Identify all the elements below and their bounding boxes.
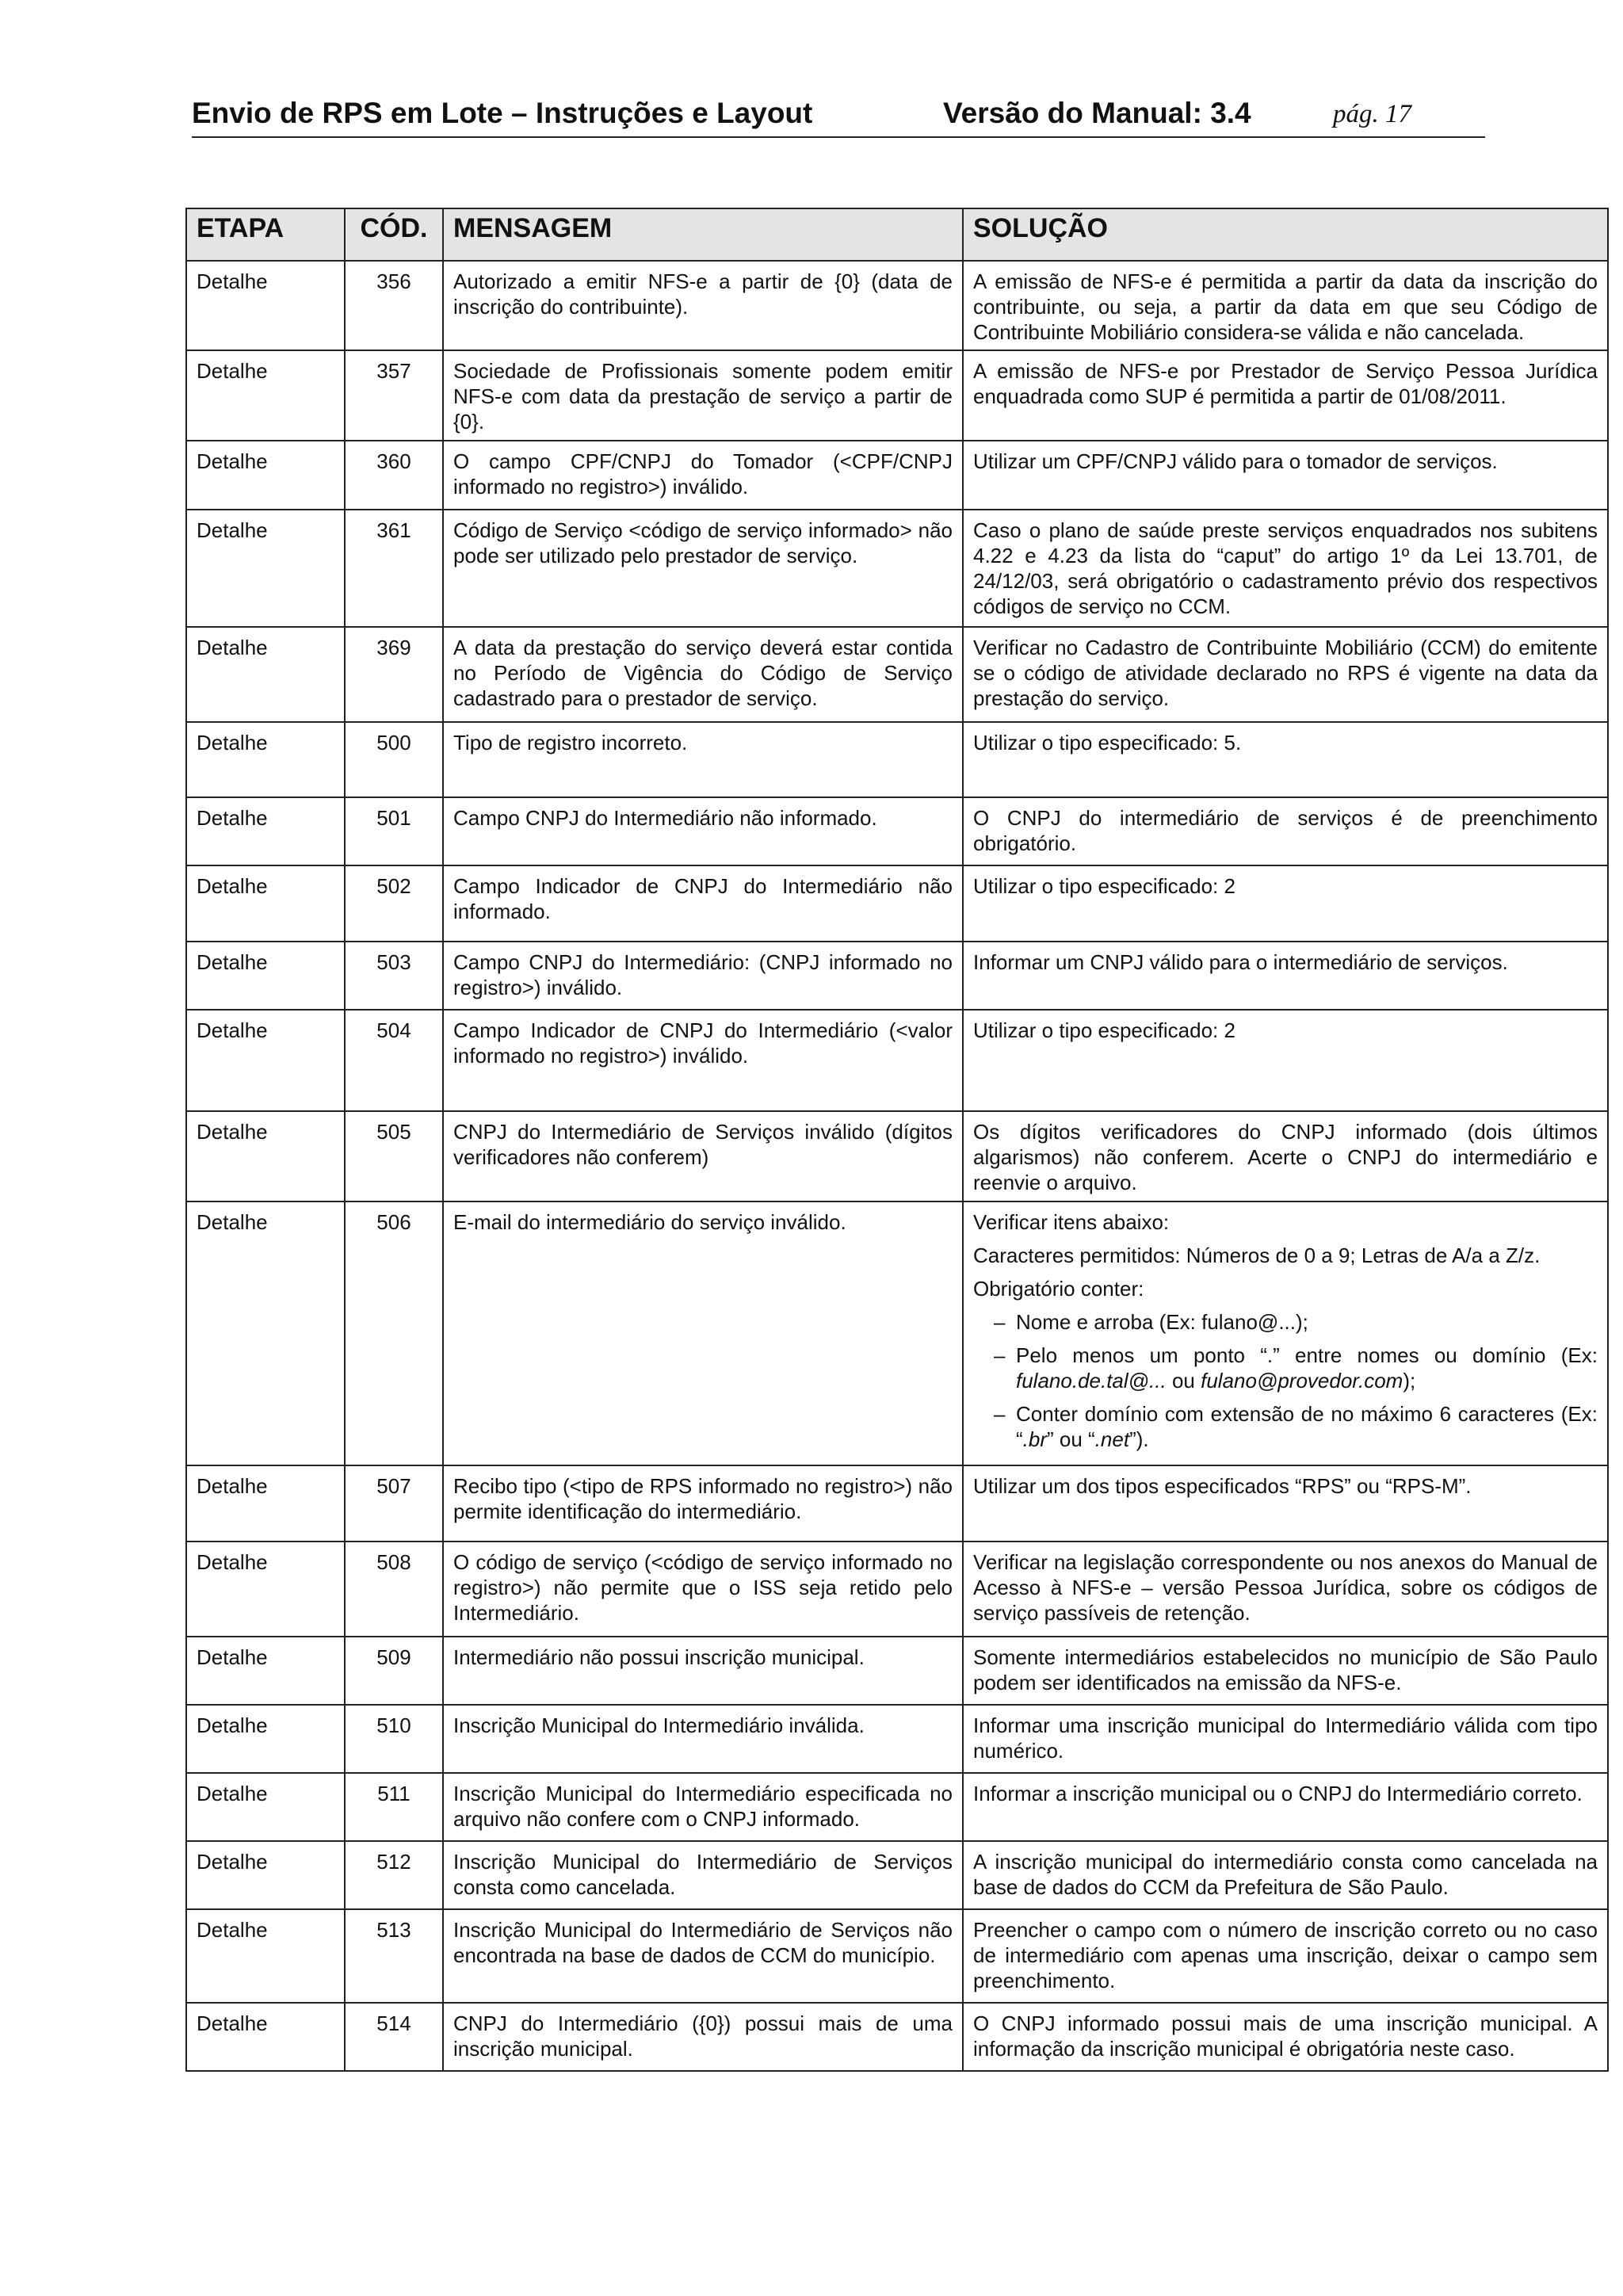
etapa-cell: Detalhe	[186, 865, 345, 942]
etapa-cell: Detalhe	[186, 1541, 345, 1637]
mensagem-cell: E-mail do intermediário do serviço inválido.	[443, 1201, 963, 1465]
solucao-cell: Utilizar o tipo especificado: 2	[963, 1010, 1608, 1111]
etapa-cell: Detalhe	[186, 441, 345, 510]
cod-cell: 357	[345, 350, 443, 441]
table-header-row	[186, 208, 1608, 261]
cod-cell: 513	[345, 1909, 443, 2003]
cod-cell: 507	[345, 1465, 443, 1541]
mensagem-cell: Código de Serviço <código de serviço informado> não pode ser utilizado pelo prestador de serviço.	[443, 510, 963, 627]
cod-cell: 514	[345, 2003, 443, 2071]
messages-table	[185, 208, 1609, 2072]
solucao-cell: Os dígitos verificadores do CNPJ informado (dois últimos algarismos) não conferem. Acerte o CNPJ do intermediário e reenvie o arquivo.	[963, 1111, 1608, 1201]
etapa-cell: Detalhe	[186, 1841, 345, 1909]
page-header	[192, 95, 1485, 138]
column-header-cod: CÓD.	[345, 208, 443, 261]
mensagem-cell: Tipo de registro incorreto.	[443, 722, 963, 797]
column-header-solucao: SOLUÇÃO	[963, 208, 1608, 261]
etapa-cell: Detalhe	[186, 2003, 345, 2071]
etapa-cell: Detalhe	[186, 1705, 345, 1773]
etapa-cell: Detalhe	[186, 1773, 345, 1841]
dash-bullet: –	[994, 1402, 1006, 1426]
etapa-cell: Detalhe	[186, 1637, 345, 1705]
table-row	[186, 797, 1608, 865]
mensagem-cell: O campo CPF/CNPJ do Tomador (<CPF/CNPJ informado no registro>) inválido.	[443, 441, 963, 510]
column-header-etapa: ETAPA	[186, 208, 345, 261]
list-item	[973, 1343, 1598, 1393]
solucao-cell: Caso o plano de saúde preste serviços enquadrados nos subitens 4.22 e 4.23 da lista do “caput” do artigo 1º da Lei 13.701, de 24/12/03, será obrigatório o cadastramento prévio dos respectivos códigos de serviço no CCM.	[963, 510, 1608, 627]
cod-cell: 361	[345, 510, 443, 627]
solucao-cell: Utilizar o tipo especificado: 5.	[963, 722, 1608, 797]
mensagem-cell: CNPJ do Intermediário ({0}) possui mais de uma inscrição municipal.	[443, 2003, 963, 2071]
cod-cell: 510	[345, 1705, 443, 1773]
cod-cell: 511	[345, 1773, 443, 1841]
list-item-text: Nome e arroba (Ex: fulano@...);	[1016, 1310, 1308, 1334]
solucao-cell: Utilizar o tipo especificado: 2	[963, 865, 1608, 942]
mensagem-cell: Recibo tipo (<tipo de RPS informado no registro>) não permite identificação do intermediário.	[443, 1465, 963, 1541]
solucao-cell: Utilizar um dos tipos especificados “RPS” ou “RPS-M”.	[963, 1465, 1608, 1541]
etapa-cell: Detalhe	[186, 350, 345, 441]
dash-bullet: –	[994, 1310, 1006, 1334]
mensagem-cell: Campo Indicador de CNPJ do Intermediário (<valor informado no registro>) inválido.	[443, 1010, 963, 1111]
list-item-text: );	[1403, 1369, 1416, 1392]
solucao-cell: Informar a inscrição municipal ou o CNPJ do Intermediário correto.	[963, 1773, 1608, 1841]
domain-example: .net	[1094, 1427, 1130, 1451]
etapa-cell: Detalhe	[186, 1201, 345, 1465]
table-row	[186, 865, 1608, 942]
solucao-line: Verificar itens abaixo:	[973, 1210, 1170, 1234]
list-item	[973, 1401, 1598, 1452]
manual-version: Versão do Manual: 3.4	[943, 97, 1251, 129]
table-row	[186, 1773, 1608, 1841]
etapa-cell: Detalhe	[186, 1465, 345, 1541]
table-row	[186, 1111, 1608, 1201]
solucao-cell	[963, 1201, 1608, 1465]
mensagem-cell: Sociedade de Profissionais somente podem emitir NFS-e com data da prestação de serviço a partir de {0}.	[443, 350, 963, 441]
mensagem-cell: O código de serviço (<código de serviço informado no registro>) não permite que o ISS seja retido pelo Intermediário.	[443, 1541, 963, 1637]
list-item-text: ” ou “	[1047, 1427, 1095, 1451]
page-number: pág. 17	[1333, 100, 1411, 128]
table-row	[186, 1201, 1608, 1465]
table-row	[186, 722, 1608, 797]
mensagem-cell: A data da prestação do serviço deverá estar contida no Período de Vigência do Código de Serviço cadastrado para o prestador de serviço.	[443, 627, 963, 722]
etapa-cell: Detalhe	[186, 797, 345, 865]
table-row	[186, 627, 1608, 722]
dash-bullet: –	[994, 1343, 1006, 1367]
table-row	[186, 1637, 1608, 1705]
list-item	[973, 1309, 1598, 1335]
cod-cell: 369	[345, 627, 443, 722]
cod-cell: 505	[345, 1111, 443, 1201]
solucao-cell: O CNPJ do intermediário de serviços é de preenchimento obrigatório.	[963, 797, 1608, 865]
mensagem-cell: Campo CNPJ do Intermediário: (CNPJ informado no registro>) inválido.	[443, 942, 963, 1010]
cod-cell: 512	[345, 1841, 443, 1909]
email-example: fulano.de.tal@...	[1016, 1369, 1167, 1392]
table-row	[186, 1465, 1608, 1541]
solucao-cell: A inscrição municipal do intermediário consta como cancelada na base de dados do CCM da Prefeitura de São Paulo.	[963, 1841, 1608, 1909]
mensagem-cell: Inscrição Municipal do Intermediário especificada no arquivo não confere com o CNPJ informado.	[443, 1773, 963, 1841]
etapa-cell: Detalhe	[186, 1111, 345, 1201]
etapa-cell: Detalhe	[186, 1909, 345, 2003]
table-row	[186, 261, 1608, 350]
table-row	[186, 1841, 1608, 1909]
cod-cell: 501	[345, 797, 443, 865]
etapa-cell: Detalhe	[186, 722, 345, 797]
cod-cell: 500	[345, 722, 443, 797]
table-row	[186, 942, 1608, 1010]
cod-cell: 502	[345, 865, 443, 942]
table-row	[186, 510, 1608, 627]
etapa-cell: Detalhe	[186, 627, 345, 722]
requirements-list	[973, 1309, 1598, 1452]
cod-cell: 506	[345, 1201, 443, 1465]
etapa-cell: Detalhe	[186, 942, 345, 1010]
table-row	[186, 1909, 1608, 2003]
table-row	[186, 1705, 1608, 1773]
list-item-text: ”).	[1129, 1427, 1149, 1451]
mensagem-cell: Inscrição Municipal do Intermediário inválida.	[443, 1705, 963, 1773]
document-title: Envio de RPS em Lote – Instruções e Layout	[192, 97, 813, 129]
table-row	[186, 1010, 1608, 1111]
solucao-cell: O CNPJ informado possui mais de uma inscrição municipal. A informação da inscrição municipal é obrigatória neste caso.	[963, 2003, 1608, 2071]
cod-cell: 509	[345, 1637, 443, 1705]
cod-cell: 360	[345, 441, 443, 510]
mensagem-cell: Campo Indicador de CNPJ do Intermediário não informado.	[443, 865, 963, 942]
table-row	[186, 350, 1608, 441]
mensagem-cell: Autorizado a emitir NFS-e a partir de {0} (data de inscrição do contribuinte).	[443, 261, 963, 350]
cod-cell: 503	[345, 942, 443, 1010]
solucao-cell: Somente intermediários estabelecidos no município de São Paulo podem ser identificados na emissão da NFS-e.	[963, 1637, 1608, 1705]
solucao-line: Obrigatório conter:	[973, 1277, 1144, 1301]
mensagem-cell: Inscrição Municipal do Intermediário de Serviços consta como cancelada.	[443, 1841, 963, 1909]
mensagem-cell: Intermediário não possui inscrição municipal.	[443, 1637, 963, 1705]
list-item-text: Pelo menos um ponto “.” entre nomes ou domínio (Ex:	[1016, 1343, 1598, 1367]
solucao-cell: A emissão de NFS-e por Prestador de Serviço Pessoa Jurídica enquadrada como SUP é permitida a partir de 01/08/2011.	[963, 350, 1608, 441]
cod-cell: 356	[345, 261, 443, 350]
solucao-cell: Informar um CNPJ válido para o intermediário de serviços.	[963, 942, 1608, 1010]
etapa-cell: Detalhe	[186, 261, 345, 350]
list-item-text: Conter domínio com extensão de no máximo 6 caracteres (Ex: “	[1016, 1402, 1598, 1451]
mensagem-cell: Inscrição Municipal do Intermediário de Serviços não encontrada na base de dados de CCM do município.	[443, 1909, 963, 2003]
list-item-text: ou	[1166, 1369, 1201, 1392]
solucao-cell: Utilizar um CPF/CNPJ válido para o tomador de serviços.	[963, 441, 1608, 510]
etapa-cell: Detalhe	[186, 510, 345, 627]
column-header-mensagem: MENSAGEM	[443, 208, 963, 261]
solucao-cell: Preencher o campo com o número de inscrição correto ou no caso de intermediário com apenas uma inscrição, deixar o campo sem preenchimento.	[963, 1909, 1608, 2003]
mensagem-cell: Campo CNPJ do Intermediário não informado.	[443, 797, 963, 865]
table-row	[186, 2003, 1608, 2071]
solucao-line: Caracteres permitidos: Números de 0 a 9; Letras de A/a a Z/z.	[973, 1244, 1541, 1267]
mensagem-cell: CNPJ do Intermediário de Serviços inválido (dígitos verificadores não conferem)	[443, 1111, 963, 1201]
solucao-cell: Informar uma inscrição municipal do Intermediário válida com tipo numérico.	[963, 1705, 1608, 1773]
email-example: fulano@provedor.com	[1201, 1369, 1403, 1392]
table-row	[186, 1541, 1608, 1637]
solucao-cell: Verificar na legislação correspondente ou nos anexos do Manual de Acesso à NFS-e – versão Pessoa Jurídica, sobre os códigos de serviço passíveis de retenção.	[963, 1541, 1608, 1637]
solucao-cell: Verificar no Cadastro de Contribuinte Mobiliário (CCM) do emitente se o código de atividade declarado no RPS é vigente na data da prestação do serviço.	[963, 627, 1608, 722]
table-row	[186, 441, 1608, 510]
domain-example: .br	[1022, 1427, 1048, 1451]
solucao-cell: A emissão de NFS-e é permitida a partir da data da inscrição do contribuinte, ou seja, a partir da data em que seu Código de Contribuinte Mobiliário considera-se válida e não cancelada.	[963, 261, 1608, 350]
cod-cell: 508	[345, 1541, 443, 1637]
etapa-cell: Detalhe	[186, 1010, 345, 1111]
cod-cell: 504	[345, 1010, 443, 1111]
